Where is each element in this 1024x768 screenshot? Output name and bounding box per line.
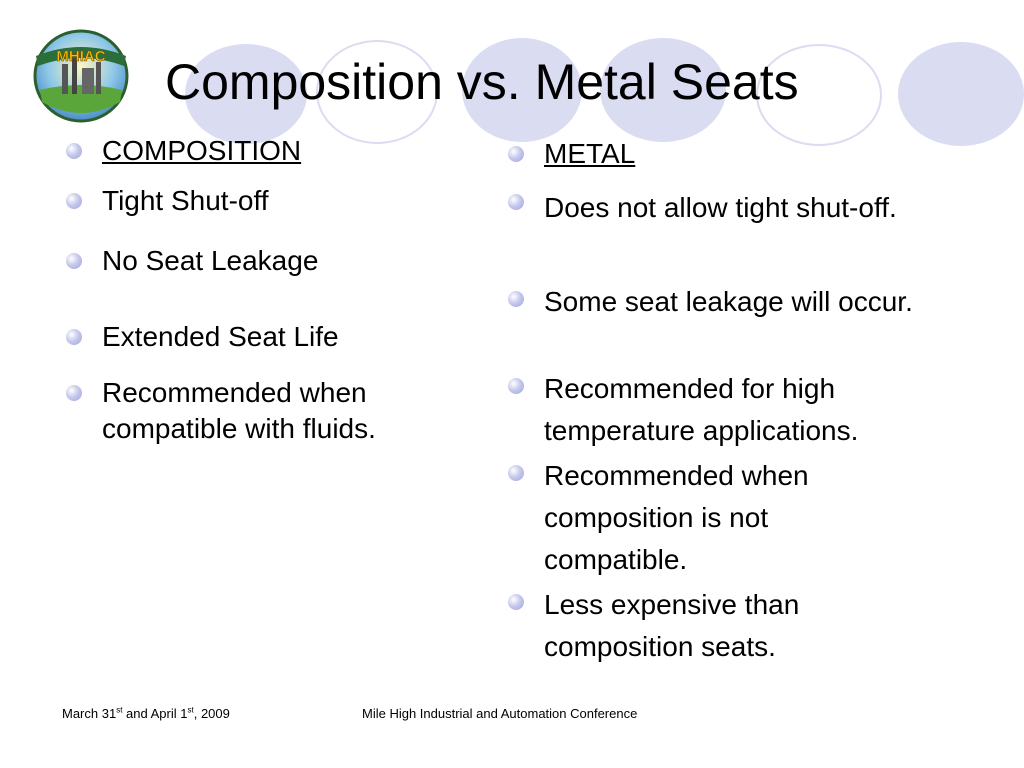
bullet-icon [66,385,82,401]
logo-text: MHIAC [56,48,106,65]
list-item [508,455,904,587]
bullet-icon [66,329,82,345]
list-item [508,184,964,284]
list-item-text: Recommended for high temperature applications. [544,373,859,446]
slide-title: Composition vs. Metal Seats [165,54,799,110]
list-item [66,183,466,243]
bullet-icon [508,465,524,481]
list-item [508,281,934,371]
footer-date: March 31st and April 1st, 2009 [62,705,230,721]
list-item [66,375,462,447]
composition-list [66,133,466,447]
bullet-icon [508,194,524,210]
bullet-icon [508,146,524,162]
list-item-text: Tight Shut-off [102,185,269,216]
footer-conference: Mile High Industrial and Automation Conference [362,706,638,721]
bullet-icon [66,193,82,209]
bullet-icon [66,253,82,269]
list-item-text: Some seat leakage will occur. [544,286,913,317]
list-item [66,243,466,319]
metal-list [508,136,968,668]
list-item [508,368,964,458]
list-item [508,136,968,190]
mhiac-logo [32,28,130,124]
list-item [508,584,904,668]
list-item-text: Recommended when composition is not compatible. [544,460,809,575]
bullet-icon [508,291,524,307]
list-item-text: No Seat Leakage [102,245,319,276]
list-item-text: Extended Seat Life [102,321,339,352]
metal-heading: METAL [544,138,636,169]
bullet-icon [66,143,82,159]
list-item-text: Does not allow tight shut-off. [544,192,897,223]
bullet-icon [508,378,524,394]
composition-heading: COMPOSITION [102,135,302,166]
list-item [66,133,466,183]
list-item-text: Less expensive than composition seats. [544,589,800,662]
list-item [66,319,466,375]
list-item-text: Recommended when compatible with fluids. [102,377,376,444]
bullet-icon [508,594,524,610]
decor-ellipse-6 [898,42,1024,146]
